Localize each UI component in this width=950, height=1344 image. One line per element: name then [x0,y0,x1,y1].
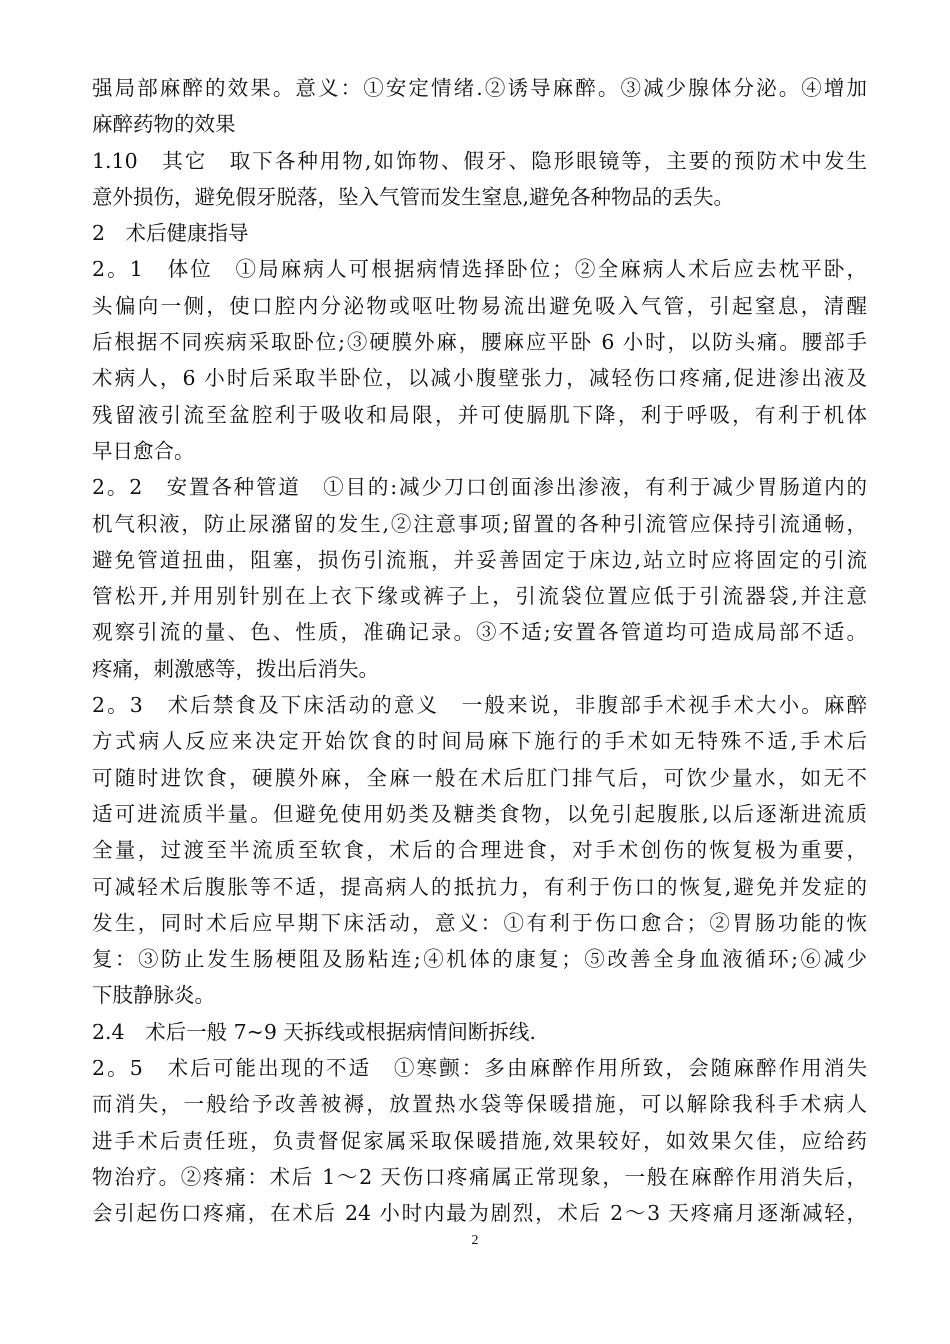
body-text [92,70,867,1232]
text-line: 头偏向一侧，使口腔内分泌物或呕吐物易流出避免吸入气管，引起窒息，清醒 [92,293,867,318]
text-line: 2。2 安置各种管道 ①目的:减少刀口创面渗出渗液，有利于减少胃肠道内的 [92,475,867,500]
text-line: 强局部麻醉的效果。意义：①安定情绪.②诱导麻醉。③减少腺体分泌。④增加 [92,76,867,100]
text-line: 适可进流质半量。但避免使用奶类及糖类食物，以免引起腹胀,以后逐渐进流质 [92,801,867,826]
page-number: 2 [471,1233,479,1248]
text-line: 残留液引流至盆腔利于吸收和局限，并可使膈肌下降，利于呼吸，有利于机体 [92,402,867,427]
text-line: 意外损伤，避免假牙脱落，坠入气管而发生窒息,避免各种物品的丢失。 [92,184,735,209]
text-line: 可减轻术后腹胀等不适，提高病人的抵抗力，有利于伤口的恢复,避免并发症的 [92,874,867,899]
text-line: 避免管道扭曲，阻塞，损伤引流瓶，并妥善固定于床边,站立时应将固定的引流 [92,547,867,572]
text-line: 会引起伤口疼痛，在术后 24 小时内最为剧烈，术后 2～3 天疼痛月逐渐减轻， [92,1201,867,1226]
text-line: 1.10 其它 取下各种用物,如饰物、假牙、隐形眼镜等，主要的预防术中发生 [92,148,867,173]
text-line: 复：③防止发生肠梗阻及肠粘连;④机体的康复；⑤改善全身血液循环;⑥减少 [92,947,867,972]
text-line: 发生，同时术后应早期下床活动，意义：①有利于伤口愈合；②胃肠功能的恢 [92,910,867,935]
text-line: 疼痛，刺激感等，拨出后消失。 [92,656,379,681]
text-line: 2。1 体位 ①局麻病人可根据病情选择卧位；②全麻病人术后应去枕平卧， [92,257,867,282]
text-line: 方式病人反应来决定开始饮食的时间局麻下施行的手术如无特殊不适,手术后 [92,729,867,754]
text-line: 2 术后健康指导 [92,221,249,246]
text-line: 而消失，一般给予改善被褥，放置热水袋等保暖措施，可以解除我科手术病人 [92,1092,867,1117]
text-line: 管松开,并用别针别在上衣下缘或裤子上，引流袋位置应低于引流器袋,并注意 [92,584,867,609]
text-line: 麻醉药物的效果 [92,112,236,137]
text-line: 2。3 术后禁食及下床活动的意义 一般来说，非腹部手术视手术大小。麻醉 [92,693,867,718]
text-line: 2.4 术后一般 7~9 天拆线或根据病情间断拆线. [92,1019,536,1044]
text-line: 下肢静脉炎。 [92,983,215,1008]
text-line: 后根据不同疾病采取卧位;③硬膜外麻，腰麻应平卧 6 小时，以防头痛。腰部手 [92,330,867,355]
text-line: 可随时进饮食，硬膜外麻，全麻一般在术后肛门排气后，可饮少量水，如无不 [92,765,867,790]
text-line: 术病人，6 小时后采取半卧位，以减小腹壁张力，减轻伤口疼痛,促进渗出液及 [92,366,867,391]
text-line: 观察引流的量、色、性质，准确记录。③不适;安置各管道均可造成局部不适。 [92,620,867,645]
text-line: 2。5 术后可能出现的不适 ①寒颤：多由麻醉作用所致，会随麻醉作用消失 [92,1056,867,1081]
text-line: 全量，过渡至半流质至软食，术后的合理进食，对手术创伤的恢复极为重要， [92,838,867,863]
text-line: 早日愈合。 [92,438,195,463]
text-line: 进手术后责任班，负责督促家属采取保暖措施,效果较好，如效果欠佳，应给药 [92,1128,867,1153]
text-line: 物治疗。②疼痛：术后 1～2 天伤口疼痛属正常现象，一般在麻醉作用消失后， [92,1164,867,1189]
text-line: 机气积液，防止尿潴留的发生,②注意事项;留置的各种引流管应保持引流通畅， [92,511,867,536]
